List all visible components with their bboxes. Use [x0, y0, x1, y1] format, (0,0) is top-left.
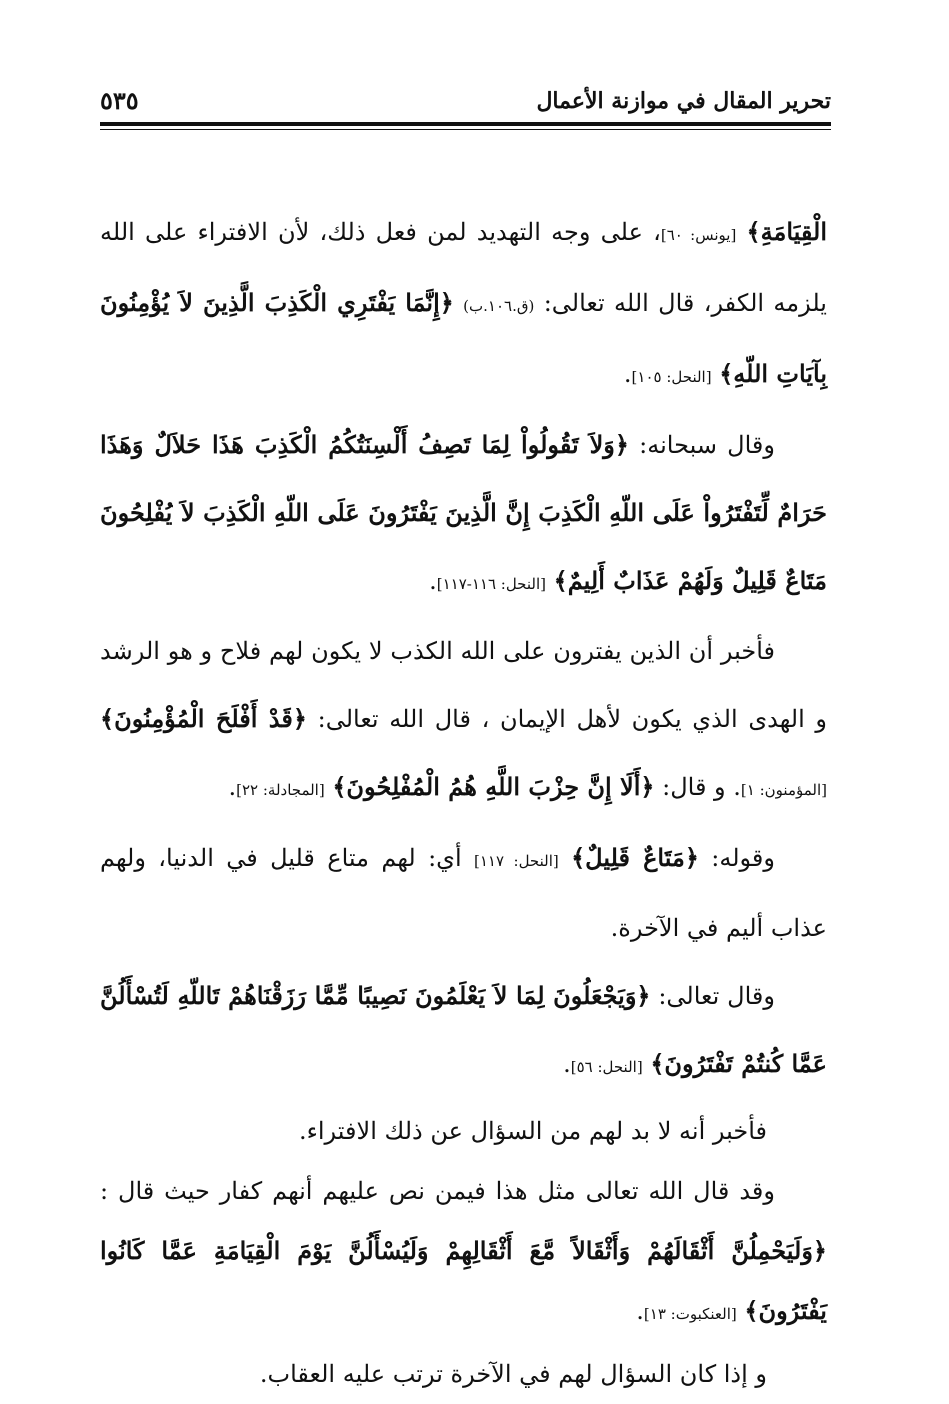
paragraph-8	[100, 1344, 827, 1404]
paragraph-text: .	[563, 1050, 571, 1078]
verse-reference: [يونس: ٦٠]	[660, 226, 737, 244]
paragraph-3	[100, 618, 827, 824]
verse-reference: [النحل: ٥٦]	[570, 1058, 643, 1076]
paragraph-text: .	[636, 1297, 644, 1325]
header-title: تحرير المقال في موازنة الأعمال	[536, 88, 831, 114]
verse-reference: [المجادلة: ٢٢]	[236, 781, 325, 799]
paragraph-text: و إذا كان السؤال لهم في الآخرة ترتب عليه العقاب.	[259, 1360, 767, 1388]
paragraph-text: أي: لهم متاع قليل في الدنيا، ولهم عذاب أليم في الآخرة.	[100, 844, 827, 942]
paragraph-7	[100, 1161, 827, 1344]
paragraph-text: فأخبر أن الذين يفترون على الله الكذب لا يكون لهم فلاح و هو الرشد و الهدى الذي يكون لأهل الإيمان ، قال الله تعالى:	[100, 637, 827, 733]
paragraph-text: .	[429, 567, 437, 595]
quran-verse: ﴿أَلَا إِنَّ حِزْبَ اللَّهِ هُمُ الْمُفْلِحُونَ﴾	[332, 772, 655, 801]
quran-verse: ﴿وَلاَ تَقُولُواْ لِمَا تَصِفُ أَلْسِنَتُكُمُ الْكَذِبَ هَذَا حَلاَلٌ وَهَذَا حَرَامٌ لِّتَفْتَرُواْ عَلَى اللّهِ الْكَذِبَ إِنَّ الَّذِينَ يَفْتَرُونَ عَلَى اللّهِ الْكَذِبَ لاَ يُفْلِحُونَ مَتَاعٌ قَلِيلٌ وَلَهُمْ عَذَابٌ أَلِيمٌ﴾	[100, 430, 827, 595]
paragraph-text: .	[623, 360, 632, 388]
paragraph-1	[100, 198, 827, 411]
paragraph-2	[100, 411, 827, 618]
quran-verse: ﴿قَدْ أَفْلَحَ الْمُؤْمِنُونَ﴾	[100, 704, 307, 733]
paragraph-6	[100, 1101, 827, 1161]
verse-reference: [العنكبوت: ١٣]	[643, 1305, 737, 1323]
verse-reference: [النحل: ١١٧]	[473, 852, 559, 870]
paragraph-4	[100, 824, 827, 962]
quran-verse: الْقِيَامَةِ﴾	[746, 217, 827, 246]
paragraph-text: وقال تعالى:	[658, 982, 775, 1010]
verse-reference: [النحل: ١١٦-١١٧]	[436, 575, 546, 593]
paragraph-text: وقال سبحانه:	[639, 431, 775, 459]
manuscript-folio-reference: (ق.١٠٦.ب)	[463, 297, 535, 315]
paragraph-text: وقوله:	[711, 844, 775, 872]
quran-verse: ﴿مَتَاعٌ قَلِيلٌ﴾	[571, 843, 699, 872]
verse-reference: [المؤمنون: ١]	[740, 781, 827, 799]
running-header	[100, 84, 831, 130]
body-text	[100, 198, 827, 1404]
paragraph-5	[100, 962, 827, 1101]
quran-verse: ﴿إِنَّمَا يَفْتَرِي الْكَذِبَ الَّذِينَ لاَ يُؤْمِنُونَ بِآيَاتِ اللّهِ﴾	[100, 288, 827, 388]
quran-verse: ﴿وَلَيَحْمِلُنَّ أَثْقَالَهُمْ وَأَثْقَالاً مَّعَ أَثْقَالِهِمْ وَلَيُسْأَلُنَّ يَوْمَ الْقِيَامَةِ عَمَّا كَانُوا يَفْتَرُونَ﴾	[100, 1236, 827, 1325]
header-rule-thick	[100, 122, 831, 126]
paragraph-text: ، على وجه التهديد لمن فعل ذلك، لأن الافتراء على الله يلزمه الكفر، قال الله تعالى:	[100, 218, 827, 317]
paragraph-text: .	[228, 773, 237, 801]
paragraph-text: . و قال:	[662, 773, 741, 801]
verse-reference: [النحل: ١٠٥]	[631, 368, 712, 386]
header-rule-thin	[100, 129, 831, 130]
page-number: ٥٣٥	[100, 86, 139, 115]
paragraph-text: فأخبر أنه لا بد لهم من السؤال عن ذلك الافتراء.	[298, 1117, 767, 1145]
paragraph-text: وقد قال الله تعالى مثل هذا فيمن نص عليهم أنهم كفار حيث قال :	[100, 1177, 775, 1205]
quran-verse: ﴿وَيَجْعَلُونَ لِمَا لاَ يَعْلَمُونَ نَصِيبًا مِّمَّا رَزَقْنَاهُمْ تَاللّهِ لَتُسْأَلُنَّ عَمَّا كُنتُمْ تَفْتَرُونَ﴾	[100, 981, 827, 1078]
